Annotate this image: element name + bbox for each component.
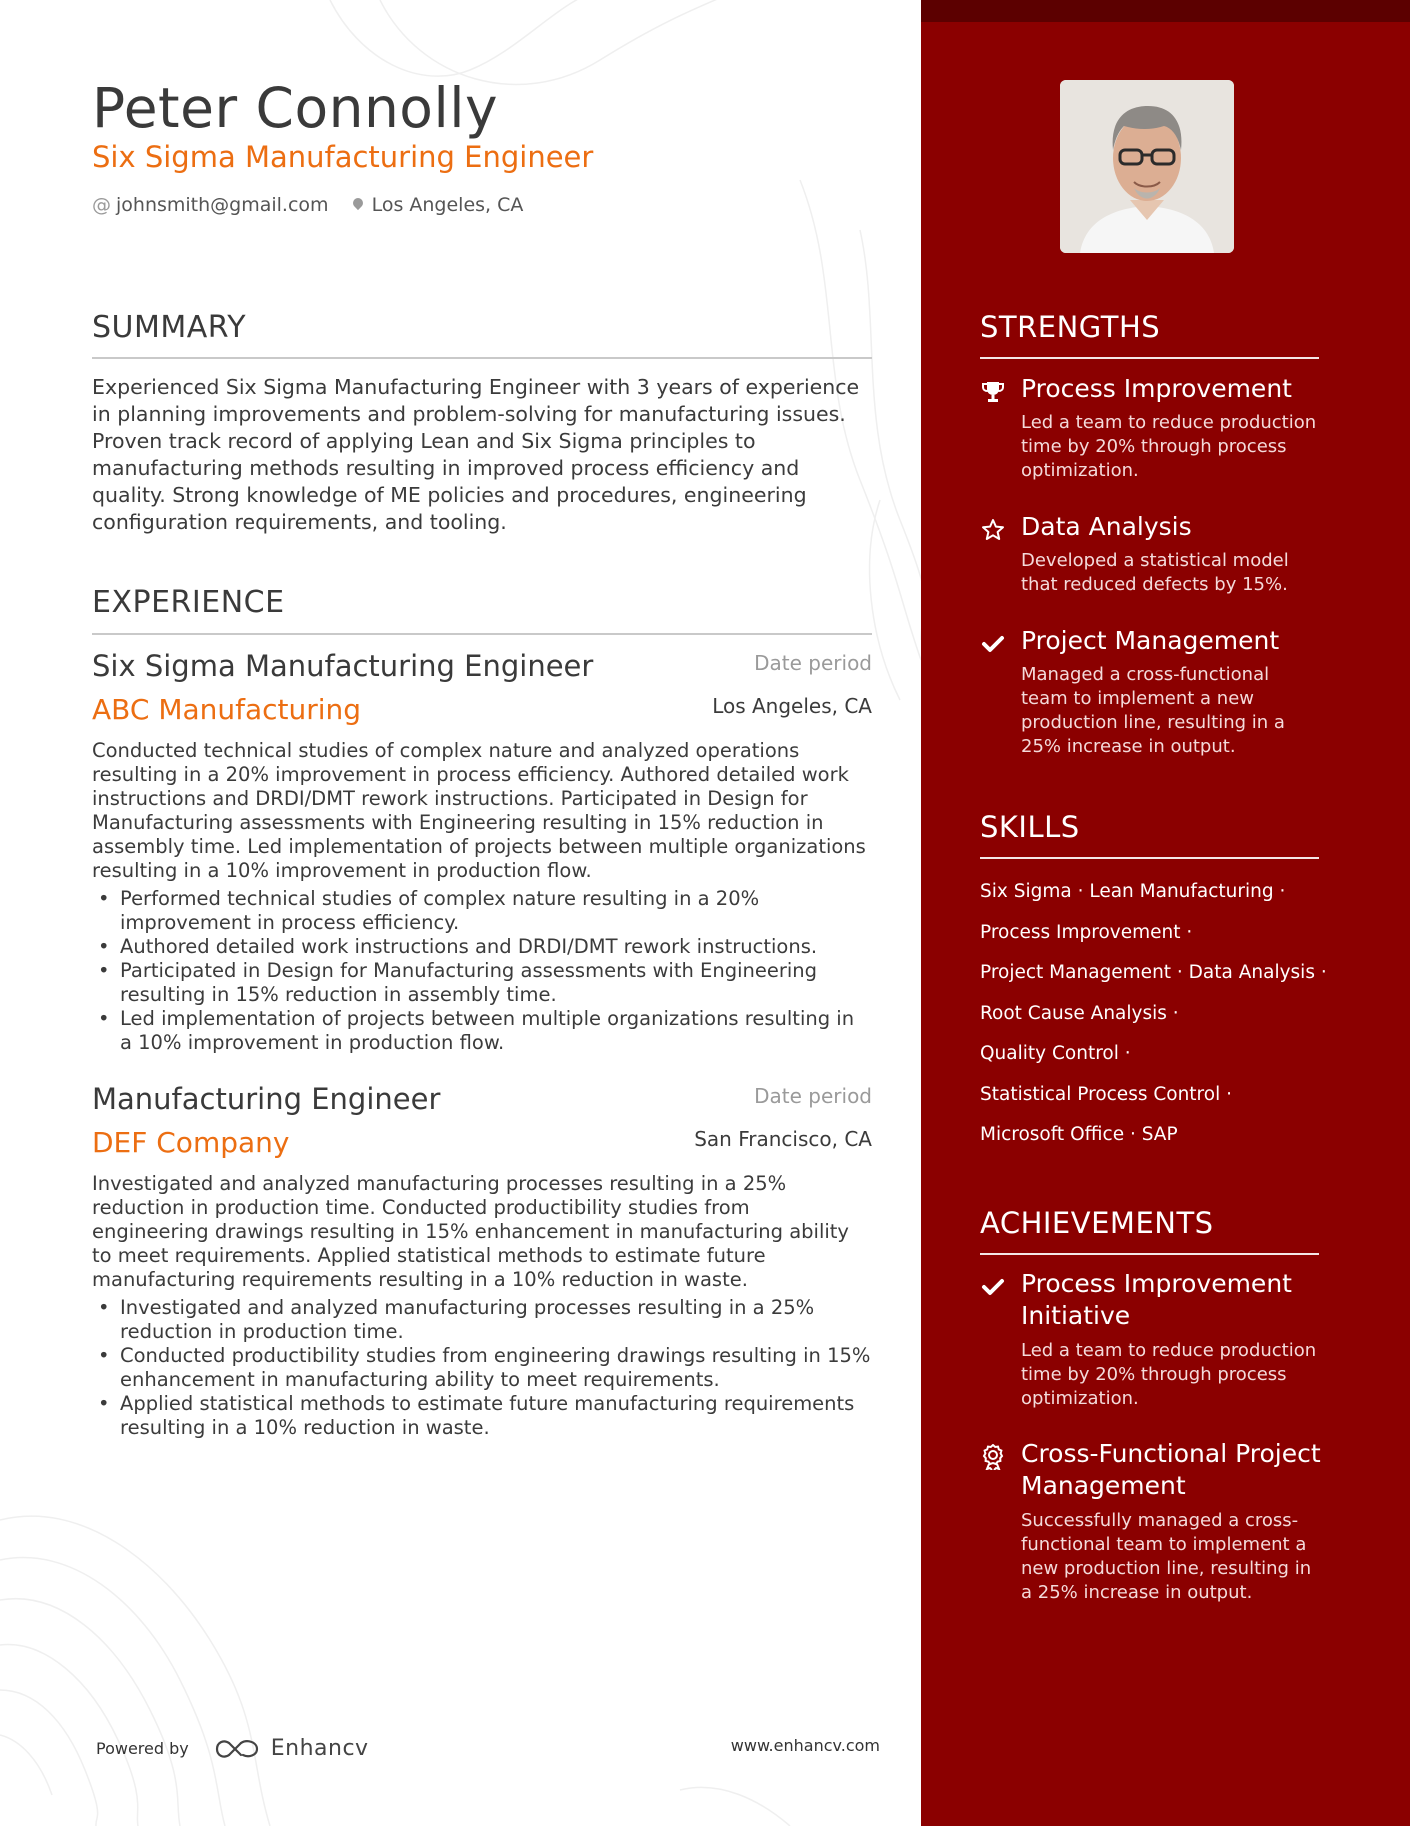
achievements-heading: ACHIEVEMENTS: [980, 1206, 1214, 1240]
strength-title: Project Management: [1021, 626, 1280, 655]
location-pin-icon: [353, 198, 363, 212]
skill-line: Six Sigma · Lean Manufacturing ·: [980, 881, 1286, 902]
job-bullet-list: [92, 1296, 872, 1440]
enhancv-logo[interactable]: [215, 1736, 369, 1761]
skill-line: Project Management · Data Analysis ·: [980, 962, 1327, 983]
experience-divider: [92, 633, 872, 635]
job-bullet: • Participated in Design for Manufacturing assessments with Engineering resulting in 15% reduction in assembly time.: [92, 959, 872, 1007]
job-bullet: • Authored detailed work instructions and DRDI/DMT rework instructions.: [92, 935, 872, 959]
strength-title: Process Improvement: [1021, 374, 1292, 403]
job-bullet: • Conducted productibility studies from engineering drawings resulting in 15% enhancement in manufacturing ability to meet requirements.: [92, 1344, 872, 1392]
enhancv-brand-text: Enhancv: [270, 1736, 369, 1761]
skill-line: Microsoft Office · SAP: [980, 1124, 1178, 1145]
experience-heading: EXPERIENCE: [92, 585, 285, 620]
trophy-icon: [980, 379, 1006, 405]
profile-photo-illustration: [1060, 80, 1234, 253]
achievement-title: Process Improvement Initiative: [1021, 1269, 1292, 1330]
at-icon: @: [92, 194, 111, 216]
skill-line: Quality Control ·: [980, 1043, 1131, 1064]
skill-line: Root Cause Analysis ·: [980, 1002, 1179, 1024]
sidebar-top-band: [921, 0, 1410, 22]
award-icon: [980, 1444, 1006, 1470]
job-title: Manufacturing Engineer: [92, 1082, 441, 1116]
job-description: Conducted technical studies of complex nature and analyzed operations resulting in a 20% improvement in process efficiency. Authored detailed work instructions and DRDI/DMT rework instructions. Participated in Design for Manufacturing assessments with Engineering resulting in 15% reduction in assembly time. Led implementation of projects between multiple organizations resulting in a 10% improvement in production flow.: [92, 739, 866, 882]
summary-divider: [92, 357, 872, 359]
achievement-title: Cross-Functional Project Management: [1021, 1439, 1321, 1500]
job-bullet: • Performed technical studies of complex nature resulting in a 20% improvement in process efficiency.: [92, 887, 872, 935]
skills-divider: [980, 857, 1319, 859]
skill-line: Statistical Process Control ·: [980, 1083, 1232, 1105]
skill-line: Process Improvement ·: [980, 921, 1193, 943]
job-company: DEF Company: [92, 1126, 290, 1159]
job-description: Investigated and analyzed manufacturing processes resulting in a 25% reduction in production time. Conducted productibility studies from engineering drawings resulting in 15% enhancement in manufacturing ability to meet requirements. Applied statistical methods to estimate future manufacturing requirements resulting in a 10% reduction in waste.: [92, 1172, 849, 1291]
skills-heading: SKILLS: [980, 810, 1080, 844]
profile-photo: [1060, 80, 1234, 253]
strength-title: Data Analysis: [1021, 512, 1192, 541]
contact-info: [92, 194, 547, 216]
job-location: Los Angeles, CA: [712, 694, 872, 718]
strengths-heading: STRENGTHS: [980, 310, 1161, 344]
location-contact: [353, 194, 524, 216]
strength-description: Led a team to reduce production time by 20% through process optimization.: [1021, 412, 1317, 481]
location-text: Los Angeles, CA: [371, 194, 524, 216]
check-icon: [980, 631, 1006, 657]
email-contact[interactable]: [92, 194, 329, 216]
job-location: San Francisco, CA: [694, 1127, 872, 1151]
candidate-headline: Six Sigma Manufacturing Engineer: [92, 140, 594, 174]
email-text: johnsmith@gmail.com: [116, 194, 329, 216]
strength-description: Managed a cross-functional team to implement a new production line, resulting in a 25% increase in output.: [1021, 664, 1285, 757]
summary-heading: SUMMARY: [92, 310, 247, 345]
job-title: Six Sigma Manufacturing Engineer: [92, 649, 594, 683]
footer: [96, 1736, 880, 1760]
achievement-description: Led a team to reduce production time by 20% through process optimization.: [1021, 1340, 1317, 1409]
strength-description: Developed a statistical model that reduced defects by 15%.: [1021, 550, 1289, 595]
job-bullet-list: [92, 887, 872, 1055]
achievement-description: Successfully managed a cross-functional team to implement a new production line, resulting in a 25% increase in output.: [1021, 1510, 1312, 1603]
sidebar: [921, 0, 1410, 1826]
job-date: Date period: [754, 651, 872, 675]
star-icon: [980, 517, 1006, 543]
strengths-divider: [980, 357, 1319, 359]
skills-list: [980, 872, 1340, 1156]
powered-by: [96, 1736, 369, 1761]
achievements-divider: [980, 1253, 1319, 1255]
candidate-name: Peter Connolly: [92, 76, 499, 140]
job-date: Date period: [754, 1084, 872, 1108]
powered-by-label: Powered by: [96, 1739, 189, 1758]
enhancv-logo-icon: [215, 1738, 259, 1760]
website-link[interactable]: www.enhancv.com: [730, 1736, 880, 1755]
job-company: ABC Manufacturing: [92, 693, 362, 726]
job-bullet: • Led implementation of projects between multiple organizations resulting in a 10% improvement in production flow.: [92, 1007, 872, 1055]
job-bullet: • Investigated and analyzed manufacturing processes resulting in a 25% reduction in production time.: [92, 1296, 872, 1344]
summary-text: Experienced Six Sigma Manufacturing Engineer with 3 years of experience in planning improvements and problem-solving for manufacturing issues. Proven track record of applying Lean and Six Sigma principles to manufacturing methods resulting in improved process efficiency and quality. Strong knowledge of ME policies and procedures, engineering configuration requirements, and tooling.: [92, 375, 860, 534]
check-icon: [980, 1274, 1006, 1300]
job-bullet: • Applied statistical methods to estimate future manufacturing requirements resulting in a 10% reduction in waste.: [92, 1392, 872, 1440]
